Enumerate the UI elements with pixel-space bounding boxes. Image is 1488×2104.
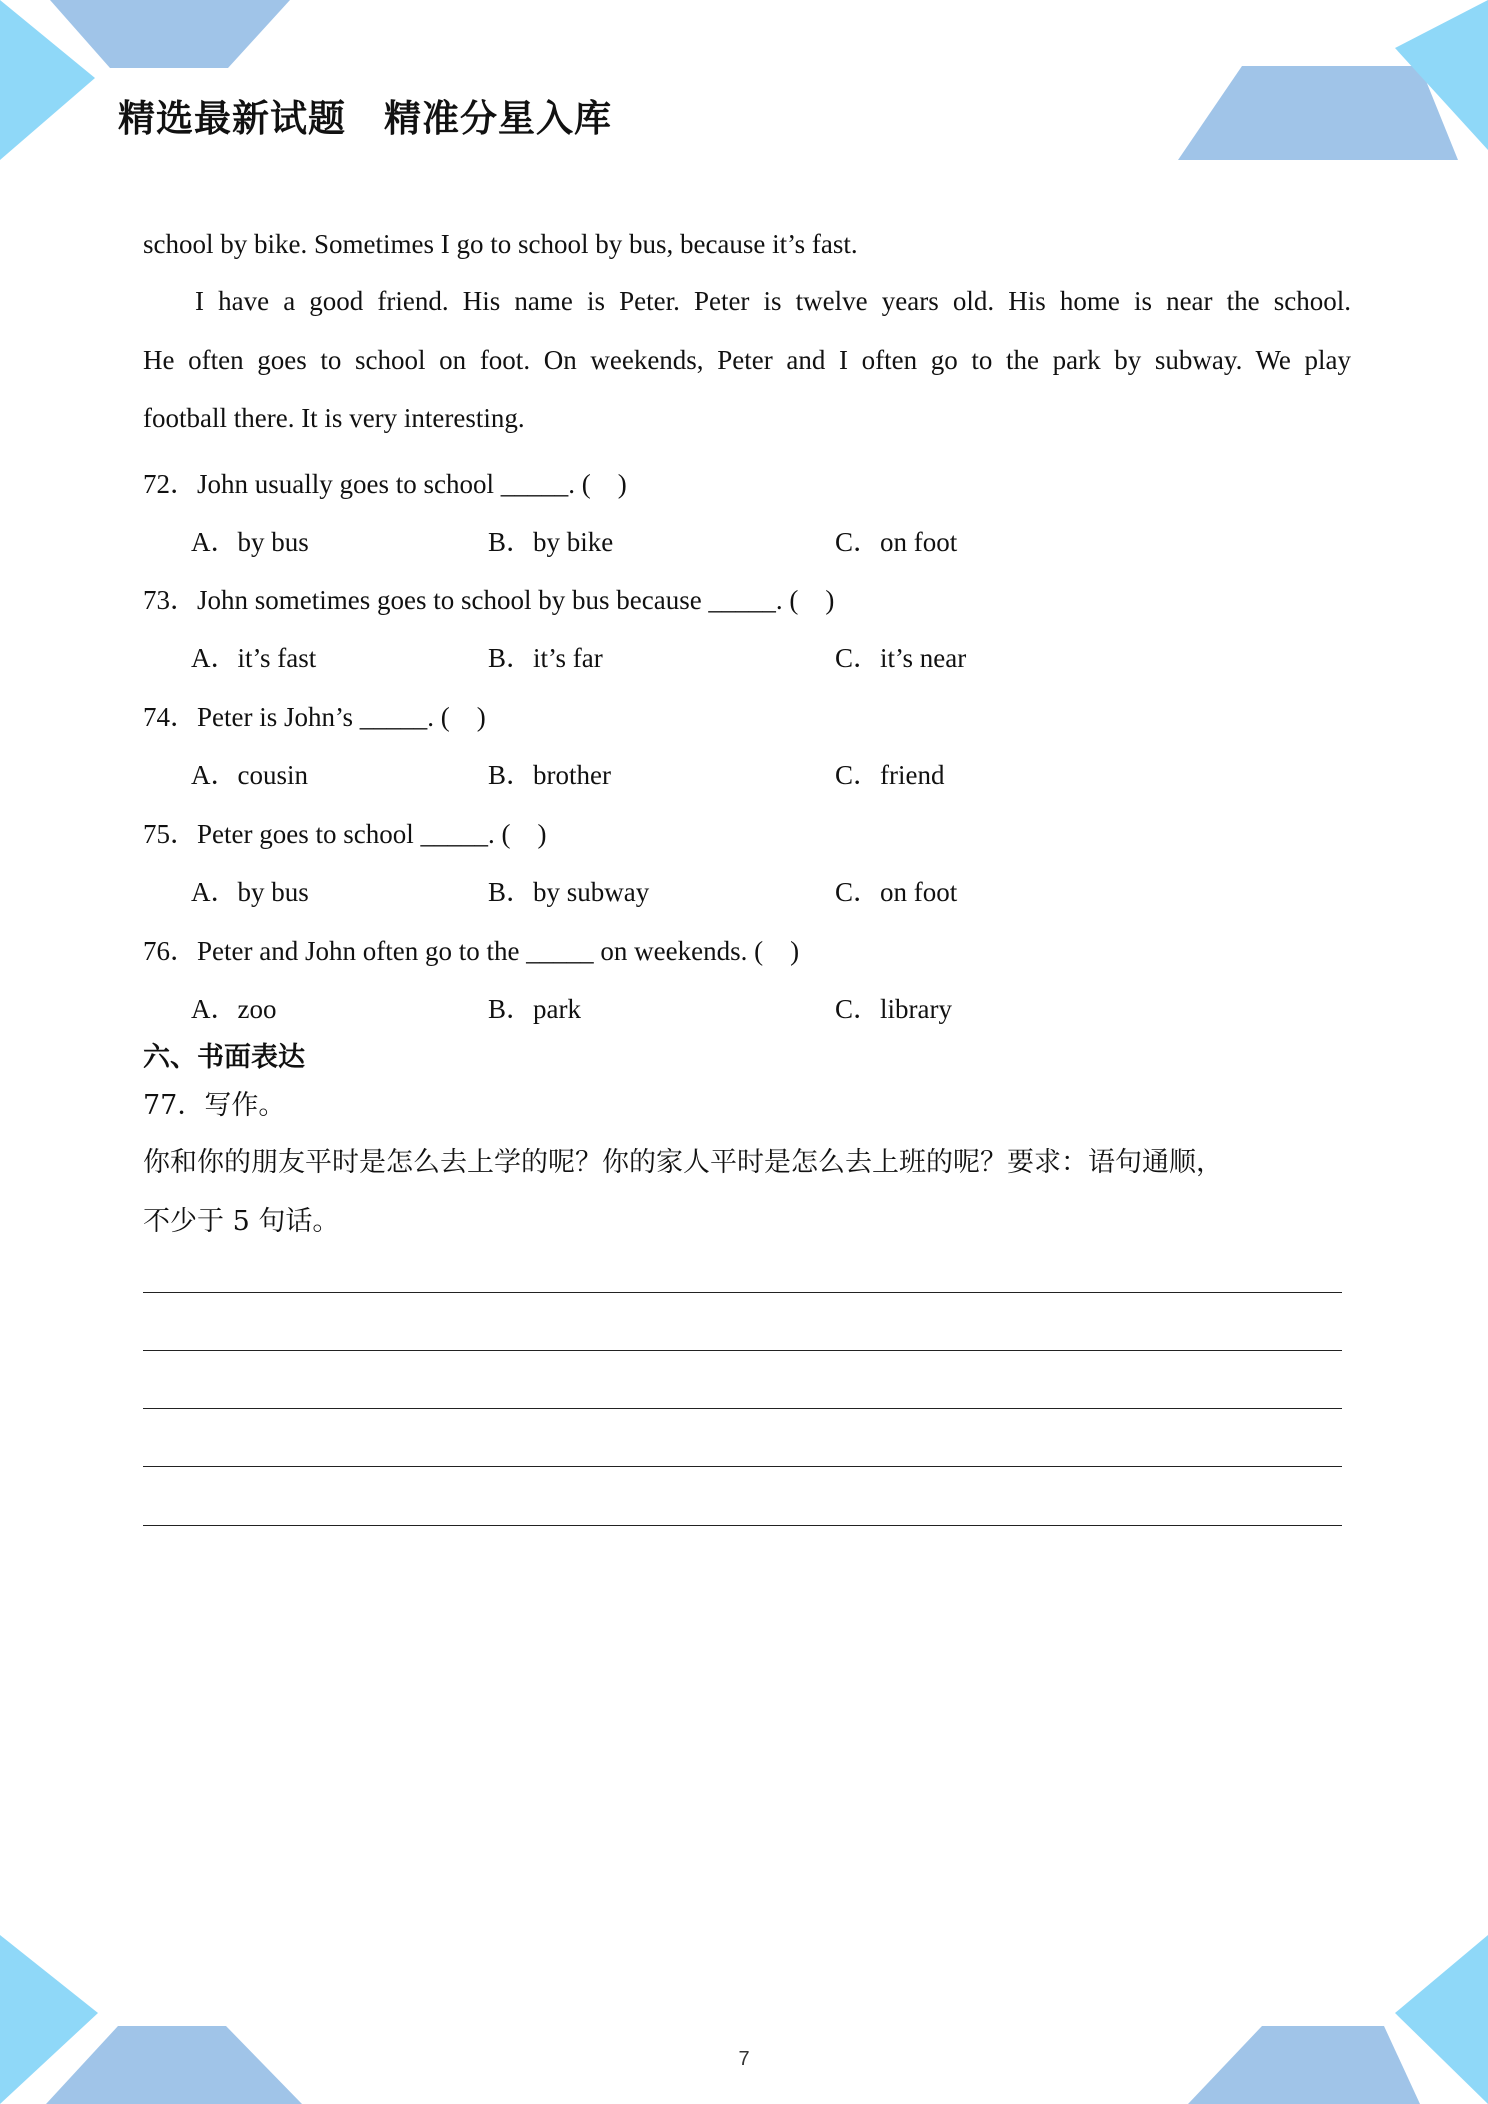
answer-line-1[interactable]	[143, 1292, 1342, 1293]
question-76-option-a[interactable]: A．zoo	[191, 994, 277, 1024]
question-72-option-c[interactable]: C．on foot	[835, 527, 958, 557]
answer-line-4[interactable]	[143, 1466, 1342, 1467]
question-74-option-b[interactable]: B．brother	[488, 760, 611, 790]
passage-para2-line-3: football there. It is very interesting.	[143, 403, 525, 433]
section-title: 六、书面表达	[143, 1042, 305, 1073]
question-75-option-a[interactable]: A．by bus	[191, 877, 309, 907]
passage-para2-line-2: He often goes to school on foot. On weekends, Peter and I often go to the park by subway. We play	[143, 345, 1351, 375]
question-74: 74．Peter is John’s _____. ( )	[143, 702, 486, 732]
question-73: 73．John sometimes goes to school by bus because _____. ( )	[143, 585, 835, 615]
question-73-option-a[interactable]: A．it’s fast	[191, 643, 317, 673]
question-72-option-b[interactable]: B．by bike	[488, 527, 614, 557]
question-72: 72．John usually goes to school _____. ( )	[143, 469, 627, 499]
question-73-option-c[interactable]: C．it’s near	[835, 643, 967, 673]
page-number: 7	[738, 2048, 750, 2070]
question-75-option-b[interactable]: B．by subway	[488, 877, 650, 907]
answer-line-3[interactable]	[143, 1408, 1342, 1409]
passage-para2-line-1: I have a good friend. His name is Peter. Peter is twelve years old. His home is near the school.	[195, 286, 1351, 316]
writing-prompt-line-2: 不少于 5 句话。	[143, 1206, 340, 1237]
answer-line-5[interactable]	[143, 1525, 1342, 1526]
question-75: 75．Peter goes to school _____. ( )	[143, 819, 547, 849]
answer-line-2[interactable]	[143, 1350, 1342, 1351]
question-72-option-a[interactable]: A．by bus	[191, 527, 309, 557]
question-75-option-c[interactable]: C．on foot	[835, 877, 958, 907]
question-76: 76．Peter and John often go to the _____ on weekends. ( )	[143, 936, 800, 966]
header-title: 精选最新试题 精准分星入库	[118, 97, 612, 140]
question-74-option-c[interactable]: C．friend	[835, 760, 945, 790]
passage-line-1: school by bike. Sometimes I go to school by bus, because it’s fast.	[143, 229, 858, 259]
top-left-trapezoid	[50, 0, 290, 68]
question-74-option-a[interactable]: A．cousin	[191, 760, 308, 790]
question-77: 77．写作。	[143, 1090, 286, 1121]
top-right-trapezoid	[1178, 66, 1458, 160]
writing-prompt-line-1: 你和你的朋友平时是怎么去上学的呢？你的家人平时是怎么去上班的呢？要求：语句通顺，	[143, 1147, 1223, 1178]
question-76-option-c[interactable]: C．library	[835, 994, 952, 1024]
question-76-option-b[interactable]: B．park	[488, 994, 581, 1024]
bottom-right-triangle	[1395, 1935, 1488, 2104]
question-73-option-b[interactable]: B．it’s far	[488, 643, 603, 673]
